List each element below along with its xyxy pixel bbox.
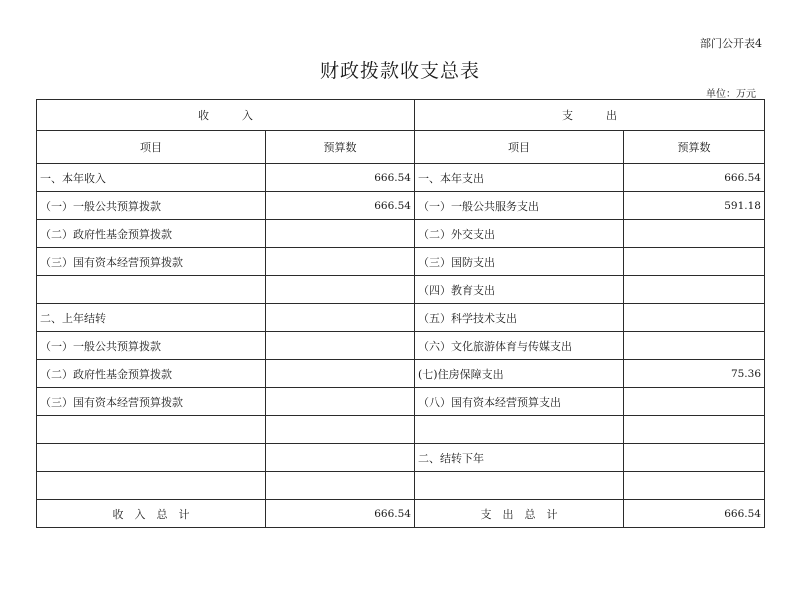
expense-item-cell: （四）教育支出 — [415, 276, 624, 304]
expense-item-cell: （一）一般公共服务支出 — [415, 192, 624, 220]
income-budget-header: 预算数 — [266, 131, 415, 164]
expense-budget-header: 预算数 — [624, 131, 765, 164]
page-title: 财政拨款收支总表 — [319, 60, 480, 82]
expense-value-cell — [624, 388, 765, 416]
income-item-cell: 一、本年收入 — [37, 164, 266, 192]
income-item-cell: （二）政府性基金预算拨款 — [37, 360, 266, 388]
income-item-cell: （三）国有资本经营预算拨款 — [37, 248, 266, 276]
table-row — [37, 360, 765, 388]
income-item-cell — [37, 444, 266, 472]
expense-value-cell — [624, 248, 765, 276]
expense-value-cell — [624, 444, 765, 472]
expense-value-cell: 591.18 — [624, 192, 765, 220]
expense-item-cell: (七)住房保障支出 — [415, 360, 624, 388]
expense-value-cell — [624, 304, 765, 332]
income-value-cell — [266, 304, 415, 332]
table-row — [37, 276, 765, 304]
income-item-cell — [37, 416, 266, 444]
table-row — [37, 416, 765, 444]
income-value-cell — [266, 220, 415, 248]
income-item-cell: （一）一般公共预算拨款 — [37, 332, 266, 360]
expense-value-cell — [624, 416, 765, 444]
expense-item-cell: 二、结转下年 — [415, 444, 624, 472]
income-value-cell — [266, 360, 415, 388]
expense-total-label: 支 出 总 计 — [415, 500, 624, 528]
expense-item-cell — [415, 416, 624, 444]
table-row — [37, 472, 765, 500]
expense-value-cell — [624, 472, 765, 500]
income-value-cell — [266, 444, 415, 472]
table-row — [37, 332, 765, 360]
income-value-cell — [266, 472, 415, 500]
income-value-cell — [266, 276, 415, 304]
expense-value-cell: 666.54 — [624, 164, 765, 192]
expense-section-header: 支 出 — [415, 100, 765, 131]
table-row — [37, 192, 765, 220]
column-header-row — [37, 131, 765, 164]
table-row — [37, 444, 765, 472]
income-item-cell: （一）一般公共预算拨款 — [37, 192, 266, 220]
section-header-row — [37, 100, 765, 131]
income-item-cell — [37, 276, 266, 304]
table-row — [37, 248, 765, 276]
income-value-cell — [266, 388, 415, 416]
income-value-cell: 666.54 — [266, 164, 415, 192]
expense-value-cell — [624, 332, 765, 360]
expense-value-cell: 75.36 — [624, 360, 765, 388]
income-value-cell — [266, 248, 415, 276]
income-item-cell — [37, 472, 266, 500]
expense-item-cell — [415, 472, 624, 500]
income-value-cell — [266, 416, 415, 444]
income-item-cell: （二）政府性基金预算拨款 — [37, 220, 266, 248]
budget-table — [36, 99, 765, 528]
income-value-cell: 666.54 — [266, 192, 415, 220]
income-section-header: 收 入 — [37, 100, 415, 131]
expense-item-cell: （三）国防支出 — [415, 248, 624, 276]
table-row — [37, 164, 765, 192]
expense-item-cell: （八）国有资本经营预算支出 — [415, 388, 624, 416]
expense-item-cell: 一、本年支出 — [415, 164, 624, 192]
expense-item-cell: （六）文化旅游体育与传媒支出 — [415, 332, 624, 360]
income-total-value: 666.54 — [266, 500, 415, 528]
income-item-cell: （三）国有资本经营预算拨款 — [37, 388, 266, 416]
table-row — [37, 388, 765, 416]
expense-total-value: 666.54 — [624, 500, 765, 528]
unit-label: 单位：万元 — [706, 89, 756, 100]
expense-value-cell — [624, 276, 765, 304]
income-total-label: 收 入 总 计 — [37, 500, 266, 528]
form-number: 部门公开表4 — [700, 37, 762, 50]
expense-item-header: 项目 — [415, 131, 624, 164]
table-row — [37, 220, 765, 248]
expense-value-cell — [624, 220, 765, 248]
total-row — [37, 500, 765, 528]
table-row — [37, 304, 765, 332]
income-item-cell: 二、上年结转 — [37, 304, 266, 332]
income-value-cell — [266, 332, 415, 360]
income-item-header: 项目 — [37, 131, 266, 164]
expense-item-cell: （五）科学技术支出 — [415, 304, 624, 332]
expense-item-cell: （二）外交支出 — [415, 220, 624, 248]
